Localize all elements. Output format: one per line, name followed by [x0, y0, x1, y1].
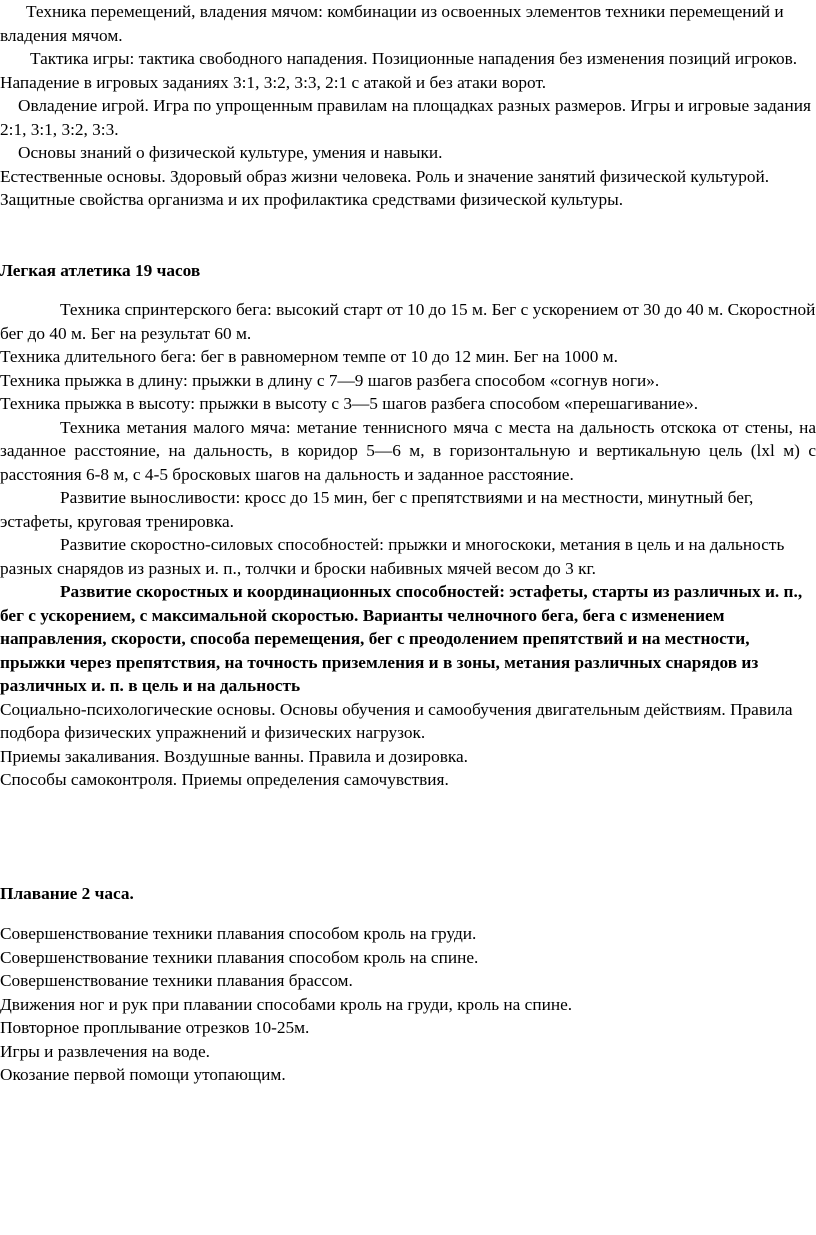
paragraph-ball-throw: Техника метания малого мяча: метание теннисного мяча с места на дальность отскока от стены, на заданное расстояние, на дальность, в коридор 5—6 м, в горизонтальную и вертикальную цель (lxl м) с расстояния 6-8 м, с 4-5 бросковых шагов на дальность и заданное расстояние.	[0, 417, 816, 484]
athletics-section	[0, 259, 816, 283]
paragraph-natural-basics: Естественные основы. Здоровый образ жизни человека. Роль и значение занятий физической культурой. Защитные свойства организма и их профилактика средствами физической культуры.	[0, 166, 770, 209]
list-item: Игры и развлечения на воде.	[0, 1041, 210, 1061]
paragraph-high-jump: Техника прыжка в высоту: прыжки в высоту с 3—5 шагов разбега способом «перешагивание».	[0, 394, 699, 413]
paragraph-sprint: Техника спринтерского бега: высокий старт от 10 до 15 м. Бег с ускорением от 30 до 40 м. Скоростной бег до 40 м. Бег на результат 60 м.	[0, 300, 816, 343]
list-item: Совершенствование техники плавания способом кроль на груди.	[0, 924, 477, 943]
list-item: Окозание первой помощи утопающим.	[0, 1065, 286, 1084]
swimming-list	[0, 922, 816, 1087]
paragraph-hardening: Приемы закаливания. Воздушные ванны. Правила и дозировка.	[0, 746, 468, 766]
paragraph-ball-technique: Техника перемещений, владения мячом: комбинации из освоенных элементов техники перемещений и владения мячом.	[0, 2, 784, 45]
paragraph-endurance: Развитие выносливости: кросс до 15 мин, бег с препятствиями и на местности, минутный бег, эстафеты, круговая тренировка.	[0, 488, 754, 531]
list-item: Совершенствование техники плавания брассом.	[0, 971, 353, 990]
list-item: Повторное проплывание отрезков 10-25м.	[0, 1018, 310, 1037]
list-item: Движения ног и рук при плавании способами кроль на груди, кроль на спине.	[0, 994, 573, 1014]
paragraph-game-tactics: Тактика игры: тактика свободного нападения. Позиционные нападения без изменения позиций игроков. Нападение в игровых заданиях 3:1, 3:2, 3:3, 2:1 с атакой и без атаки ворот.	[0, 49, 798, 92]
paragraph-game-mastery: Овладение игрой. Игра по упрощенным правилам на площадках разных размеров. Игры и игровые задания 2:1, 3:1, 3:2, 3:3.	[0, 96, 811, 139]
swimming-section	[0, 882, 816, 906]
paragraph-social-psych: Социально-психологические основы. Основы обучения и самообучения двигательным действиям. Правила подбора физических упражнений и физических нагрузок.	[0, 699, 793, 742]
intro-section	[0, 0, 816, 212]
list-item: Совершенствование техники плавания способом кроль на спине.	[0, 947, 479, 967]
athletics-body	[0, 298, 816, 792]
paragraph-knowledge-basics: Основы знаний о физической культуре, умения и навыки.	[18, 143, 443, 162]
paragraph-self-control: Способы самоконтроля. Приемы определения самочувствия.	[0, 770, 449, 789]
paragraph-speed-strength: Развитие скоростно-силовых способностей: прыжки и многоскоки, метания в цель и на дальность разных снарядов из разных и. п., толчки и броски набивных мячей весом до 3 кг.	[0, 535, 785, 578]
paragraph-speed-coordination: Развитие скоростных и координационных способностей: эстафеты, старты из различных и. п., бег с ускорением, с максимальной скоростью. Варианты челночного бега, бега с изменением направления, скорости, способа перемещения, бег с преодолением препятствий и на местности, прыжки через препятствия, на точность приземления и в зоны, метания различных снарядов из различных и. п. в цель и на дальность	[0, 582, 803, 695]
paragraph-long-run: Техника длительного бега: бег в равномерном темпе от 10 до 12 мин. Бег на 1000 м.	[0, 347, 618, 366]
paragraph-long-jump: Техника прыжка в длину: прыжки в длину с 7—9 шагов разбега способом «согнув ноги».	[0, 370, 660, 390]
athletics-heading: Легкая атлетика 19 часов	[0, 261, 201, 280]
swimming-heading: Плавание 2 часа.	[0, 884, 134, 903]
